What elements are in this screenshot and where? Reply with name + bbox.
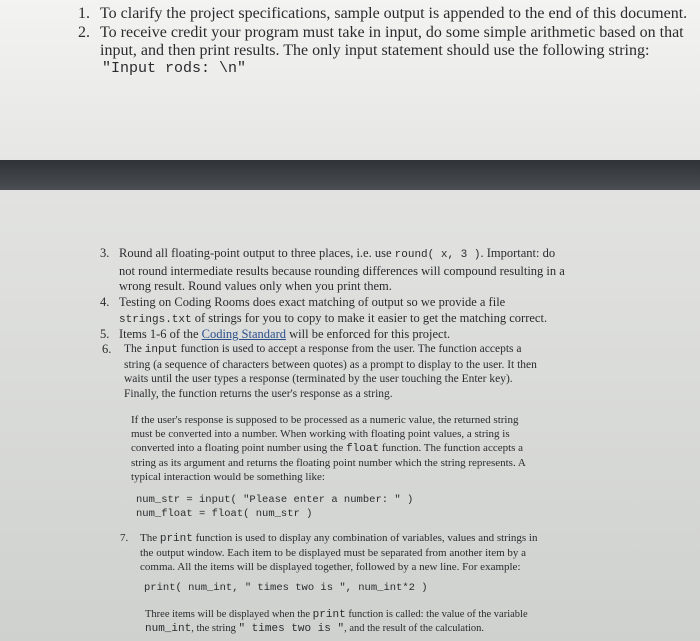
item-text: of strings for you to copy to make it easier to get the matching correct.: [191, 310, 548, 325]
paragraph-float-conversion: [131, 413, 526, 484]
item-text: function is used to accept a response from the user. The function accepts a: [177, 343, 522, 355]
list-item-6: [102, 342, 537, 401]
inline-code: strings.txt: [119, 313, 192, 326]
coding-standard-link[interactable]: Coding Standard: [201, 327, 286, 341]
page-gap: [0, 160, 700, 190]
code-block-print: [144, 582, 428, 594]
item-number: 4.: [100, 295, 110, 309]
inline-code: float: [346, 443, 380, 455]
item-number: 3.: [100, 246, 110, 260]
item-text: Round all floating-point output to three places, i.e. use: [119, 246, 395, 260]
code-line: num_float = float( num_str ): [136, 508, 313, 520]
code-line: print( num_int, " times two is ", num_int*2 ): [144, 582, 428, 594]
item-text: The: [124, 343, 145, 355]
inline-code: num_int: [145, 623, 192, 635]
inline-code: input: [144, 344, 178, 356]
item-text: the output window. Each item to be displayed must be separated from another item by a: [140, 547, 527, 559]
item-text: comma. All the items will be displayed together, followed by a new line. For example:: [140, 561, 521, 573]
lower-page: [0, 190, 700, 641]
inline-code: round( x, 3 ): [394, 249, 481, 261]
paragraph-text: typical interaction would be something like:: [131, 471, 325, 483]
paragraph-text: If the user's response is supposed to be processed as a numeric value, the returned string: [131, 414, 519, 426]
upper-page: [0, 0, 700, 160]
list-item-5: [100, 327, 450, 343]
inline-code: print: [159, 533, 193, 545]
paragraph-text: must be converted into a number. When working with floating point values, a string is: [131, 428, 510, 440]
item-text: Testing on Coding Rooms does exact matching of output so we provide a file: [119, 295, 506, 309]
item-text: waits until the user types a response (terminated by the user touching the Enter key).: [124, 373, 513, 385]
paragraph-text: converted into a floating point number using the: [131, 442, 347, 454]
item-text: . Important: do: [480, 246, 556, 260]
item-number: 2.: [78, 24, 90, 41]
item-number: 1.: [78, 5, 90, 22]
item-number: 6.: [102, 342, 112, 356]
list-item-3: [100, 246, 565, 295]
item-text: The: [140, 532, 160, 544]
item-text: string (a sequence of characters between quotes) as a prompt to display to the user. It then: [124, 358, 537, 371]
item-text: wrong result. Round values only when you print them.: [119, 279, 392, 293]
paragraph-text: function. The function accepts a: [379, 442, 524, 454]
item-text: To receive credit your program must take in input, do some simple arithmetic based on that: [100, 24, 684, 41]
paragraph-text: string as its argument and returns the floating point number which the string represents. A: [131, 457, 526, 469]
list-item-4: [100, 295, 547, 328]
list-item-1: [78, 5, 687, 23]
item-text: Items 1-6 of the: [119, 327, 202, 341]
item-text: To clarify the project specifications, sample output is appended to the end of this document.: [100, 5, 688, 22]
item-text: Finally, the function returns the user's response as a string.: [124, 387, 393, 400]
code-block-input: [136, 493, 413, 521]
paragraph-text: function is called: the value of the variable: [345, 609, 528, 620]
input-string-code: "Input rods: \n": [102, 60, 247, 77]
inline-code: print: [312, 609, 346, 621]
paragraph-text: , the string: [191, 623, 239, 634]
item-text: will be enforced for this project.: [286, 327, 451, 341]
item-text: input, and then print results. The only input statement should use the following string:: [100, 42, 650, 59]
item-text: function is used to display any combination of variables, values and strings in: [192, 532, 538, 544]
item-text: not round intermediate results because rounding differences will compound resulting in a: [119, 263, 565, 278]
inline-code: " times two is ": [238, 623, 345, 635]
paragraph-text: Three items will be displayed when the: [145, 609, 313, 620]
code-line: num_str = input( "Please enter a number: " ): [136, 494, 414, 506]
list-item-2: [78, 24, 684, 78]
paragraph-text: , and the result of the calculation.: [344, 623, 485, 634]
item-number: 7.: [120, 532, 129, 544]
list-item-7: [120, 531, 537, 574]
item-number: 5.: [100, 327, 110, 341]
paragraph-print-result: [145, 608, 528, 636]
